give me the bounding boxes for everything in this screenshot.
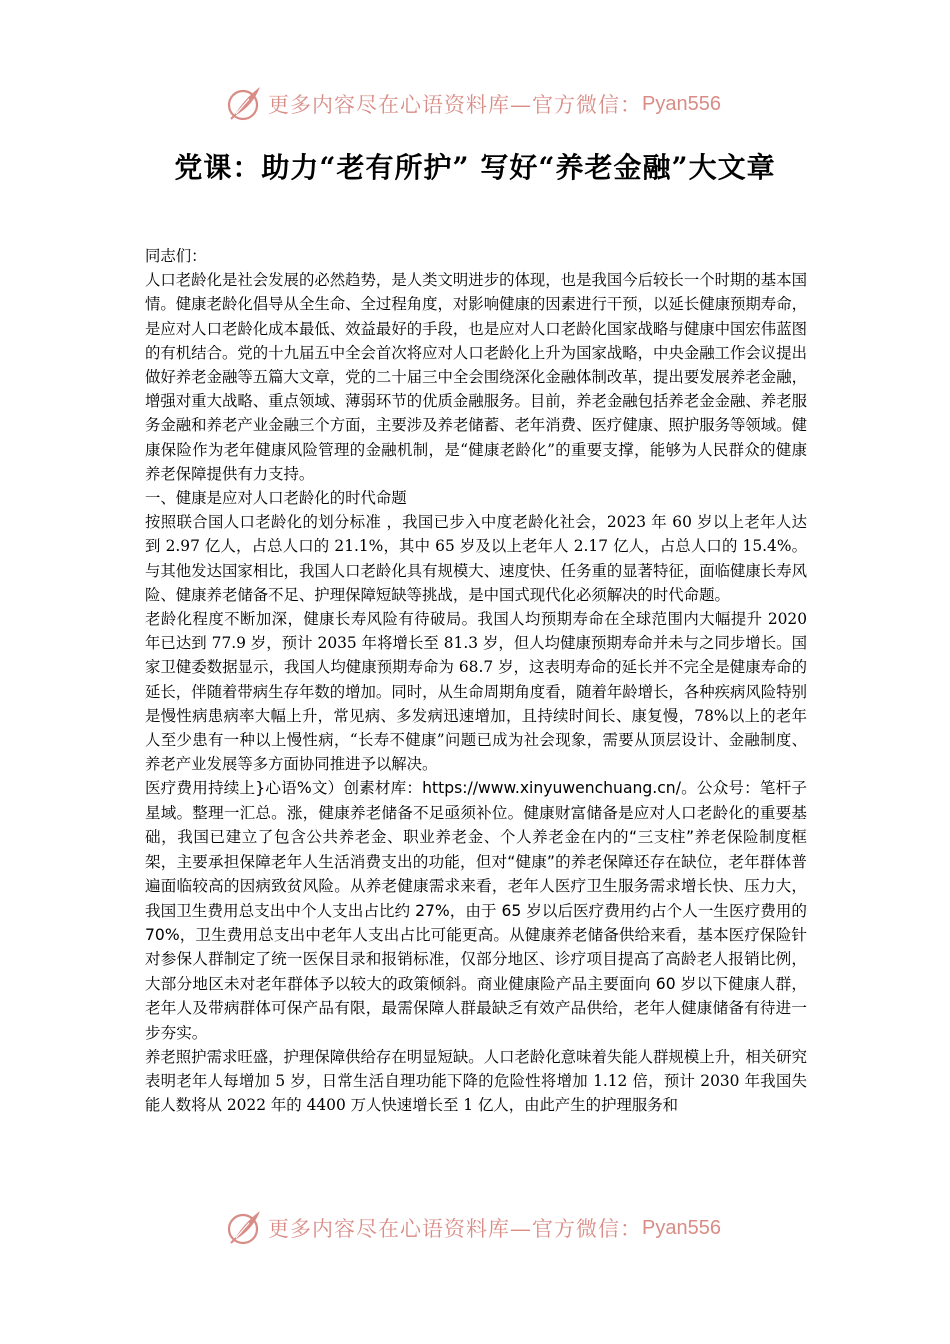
watermark-wechat-id: Pyan556 — [642, 1216, 721, 1239]
quill-logo-icon — [226, 84, 264, 124]
watermark-footer — [226, 1206, 746, 1250]
paragraph-aging-stats: 按照联合国人口老龄化的划分标准 ，我国已步入中度老龄化社会，2023 年 60 岁以上老年人达到 2.97 亿人，占总人口的 21.1%，其中 65 岁及以上老年人 2.17 亿人，占总人口的 15.4%。与其他发达国家相比，我国人口老龄化具有规模大、速度快、任务重的显著特征，面临健康长寿风险、健康养老储备不足、护理保障短缺等挑战，是中国式现代化必须解决的时代命题。 — [145, 513, 807, 604]
watermark-text: 更多内容尽在心语资料库—官方微信： — [268, 93, 642, 117]
paragraph-intro: 人口老龄化是社会发展的必然趋势，是人类文明进步的体现，也是我国今后较长一个时期的基本国情。健康老龄化倡导从全生命、全过程角度，对影响健康的因素进行干预，以延长健康预期寿命，是应对人口老龄化成本最低、效益最好的手段，也是应对人口老龄化国家战略与健康中国宏伟蓝图的有机结合。党的十九届五中全会首次将应对人口老龄化上升为国家战略，中央金融工作会议提出做好养老金融等五篇大文章，党的二十届三中全会围绕深化金融体制改革，提出要发展养老金融，增强对重大战略、重点领域、薄弱环节的优质金融服务。目前，养老金融包括养老金金融、养老服务金融和养老产业金融三个方面，主要涉及养老储蓄、老年消费、医疗健康、照护服务等领域。健康保险作为老年健康风险管理的金融机制，是“健康老龄化”的重要支撑，能够为人民群众的健康养老保障提供有力支持。 — [145, 271, 807, 483]
page-title: 党课：助力“老有所护” 写好“养老金融”大文章 — [174, 151, 776, 184]
watermark-header — [226, 82, 746, 126]
section-heading: 一、健康是应对人口老龄化的时代命题 — [145, 489, 407, 508]
paragraph-medical-costs: 医疗费用持续上}心语%文）创素材库：https://www.xinyuwenchuang.cn/。公众号：笔杆子星域。整理一汇总。涨，健康养老储备不足亟须补位。健康财富储备是应对人口老龄化的重要基础，我国已建立了包含公共养老金、职业养老金、个人养老金在内的“三支柱”养老保险制度框架，主要承担保障老年人生活消费支出的功能，但对“健康”的养老保障还存在缺位，老年群体普遍面临较高的因病致贫风险。从养老健康需求来看，老年人医疗卫生服务需求增长快、压力大，我国卫生费用总支出中个人支出占比约 27%，由于 65 岁以后医疗费用约占个人一生医疗费用的 70%，卫生费用总支出中老年人支出占比可能更高。从健康养老储备供给来看，基本医疗保险针对参保人群制定了统一医保目录和报销标准，仅部分地区、诊疗项目提高了高龄老人报销比例，大部分地区未对老年群体予以较大的政策倾斜。商业健康险产品主要面向 60 岁以下健康人群，老年人及带病群体可保产品有限，最需保障人群最缺乏有效产品供给，老年人健康储备有待进一步夯实。 — [145, 779, 807, 1042]
salutation: 同志们： — [145, 247, 207, 265]
watermark-wechat-id: Pyan556 — [642, 92, 721, 115]
watermark-text: 更多内容尽在心语资料库—官方微信： — [268, 1217, 642, 1241]
paragraph-longevity-risk: 老龄化程度不断加深，健康长寿风险有待破局。我国人均预期寿命在全球范围内大幅提升 2020 年已达到 77.9 岁，预计 2035 年将增长至 81.3 岁，但人均健康预期寿命并未与之同步增长。国家卫健委数据显示，我国人均健康预期寿命为 68.7 岁，这表明寿命的延长并不完全是健康寿命的延长，伴随着带病生存年数的增加。同时，从生命周期角度看，随着年龄增长，各种疾病风险特别是慢性病患病率大幅上升，常见病、多发病迅速增加，且持续时间长、康复慢，78%以上的老年人至少患有一种以上慢性病，“长寿不健康”问题已成为社会现象，需要从顶层设计、金融制度、养老产业发展等多方面协同推进予以解决。 — [145, 610, 807, 774]
quill-logo-icon — [226, 1208, 264, 1248]
document-body — [145, 244, 807, 1118]
paragraph-care-demand: 养老照护需求旺盛，护理保障供给存在明显短缺。人口老龄化意味着失能人群规模上升，相关研究表明老年人每增加 5 岁，日常生活自理功能下降的危险性将增加 1.12 倍，预计 2030 年我国失能人数将从 2022 年的 4400 万人快速增长至 1 亿人，由此产生的护理服务和 — [145, 1047, 807, 1115]
